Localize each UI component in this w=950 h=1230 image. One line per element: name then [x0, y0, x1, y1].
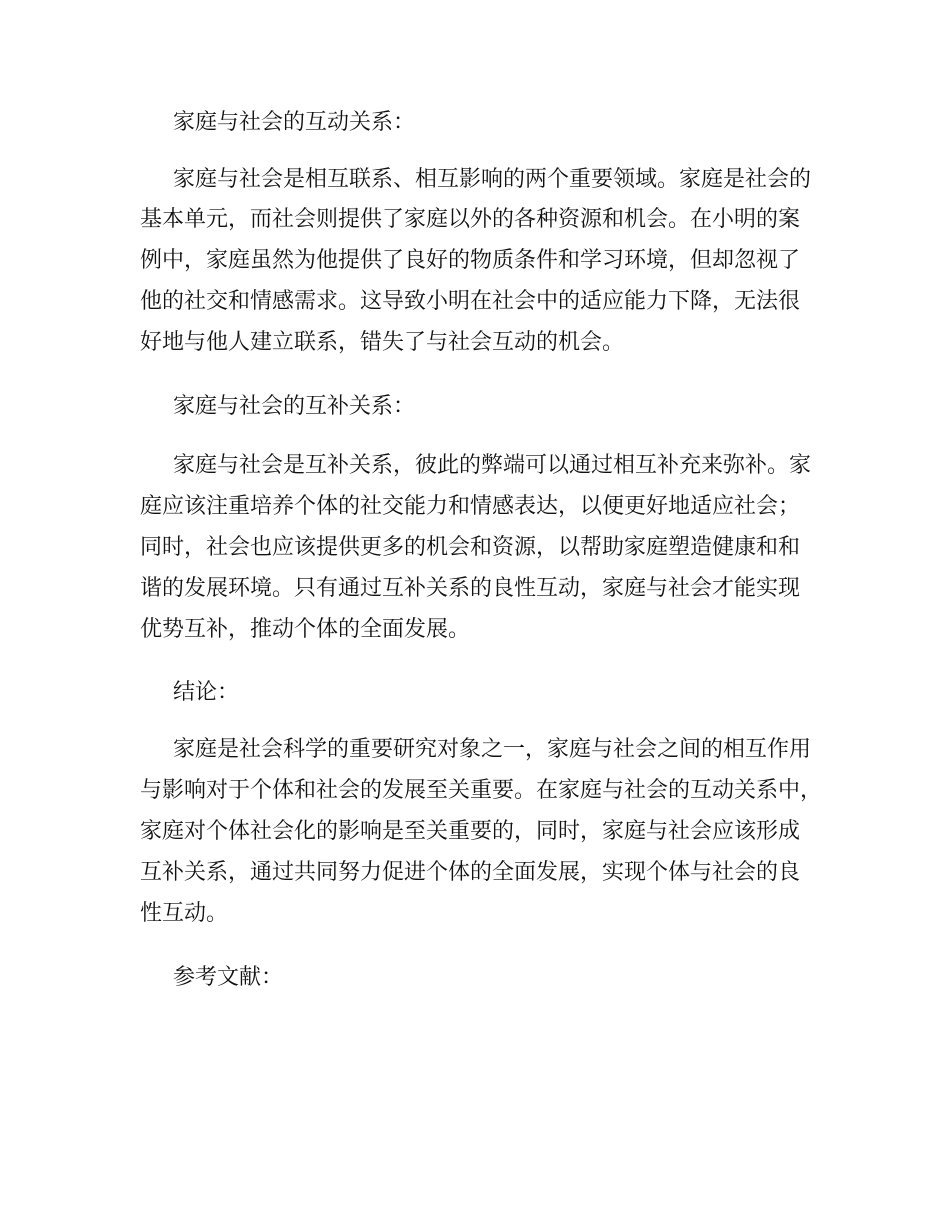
section-heading-interaction: 家庭与社会的互动关系： [173, 110, 416, 135]
paragraph-line: 互补关系，通过共同努力促进个体的全面发展，实现个体与社会的良 [140, 860, 801, 885]
section-heading-references: 参考文献： [173, 965, 284, 990]
paragraph-line: 家庭与社会是相互联系、相互影响的两个重要领域。家庭是社会的 [173, 167, 812, 192]
paragraph-line: 性互动。 [140, 901, 229, 926]
paragraph-line: 他的社交和情感需求。这导致小明在社会中的适应能力下降，无法很 [140, 289, 801, 314]
section-heading-conclusion: 结论： [173, 680, 240, 705]
section-heading-complement: 家庭与社会的互补关系： [173, 394, 416, 419]
paragraph-line: 谐的发展环境。只有通过互补关系的良性互动，家庭与社会才能实现 [140, 576, 801, 601]
paragraph-line: 家庭对个体社会化的影响是至关重要的，同时，家庭与社会应该形成 [140, 819, 801, 844]
paragraph-line: 好地与他人建立联系，错失了与社会互动的机会。 [140, 330, 625, 355]
paragraph-line: 基本单元，而社会则提供了家庭以外的各种资源和机会。在小明的案 [140, 207, 801, 232]
paragraph-line: 优势互补，推动个体的全面发展。 [140, 617, 471, 642]
paragraph-line: 与影响对于个体和社会的发展至关重要。在家庭与社会的互动关系中， [140, 778, 823, 803]
paragraph-line: 同时，社会也应该提供更多的机会和资源，以帮助家庭塑造健康和和 [140, 535, 801, 560]
paragraph-line: 例中，家庭虽然为他提供了良好的物质条件和学习环境，但却忽视了 [140, 248, 801, 273]
paragraph-line: 家庭与社会是互补关系，彼此的弊端可以通过相互补充来弥补。家 [173, 453, 812, 478]
paragraph-line: 家庭是社会科学的重要研究对象之一，家庭与社会之间的相互作用 [173, 737, 812, 762]
paragraph-line: 庭应该注重培养个体的社交能力和情感表达，以便更好地适应社会； [140, 494, 801, 519]
